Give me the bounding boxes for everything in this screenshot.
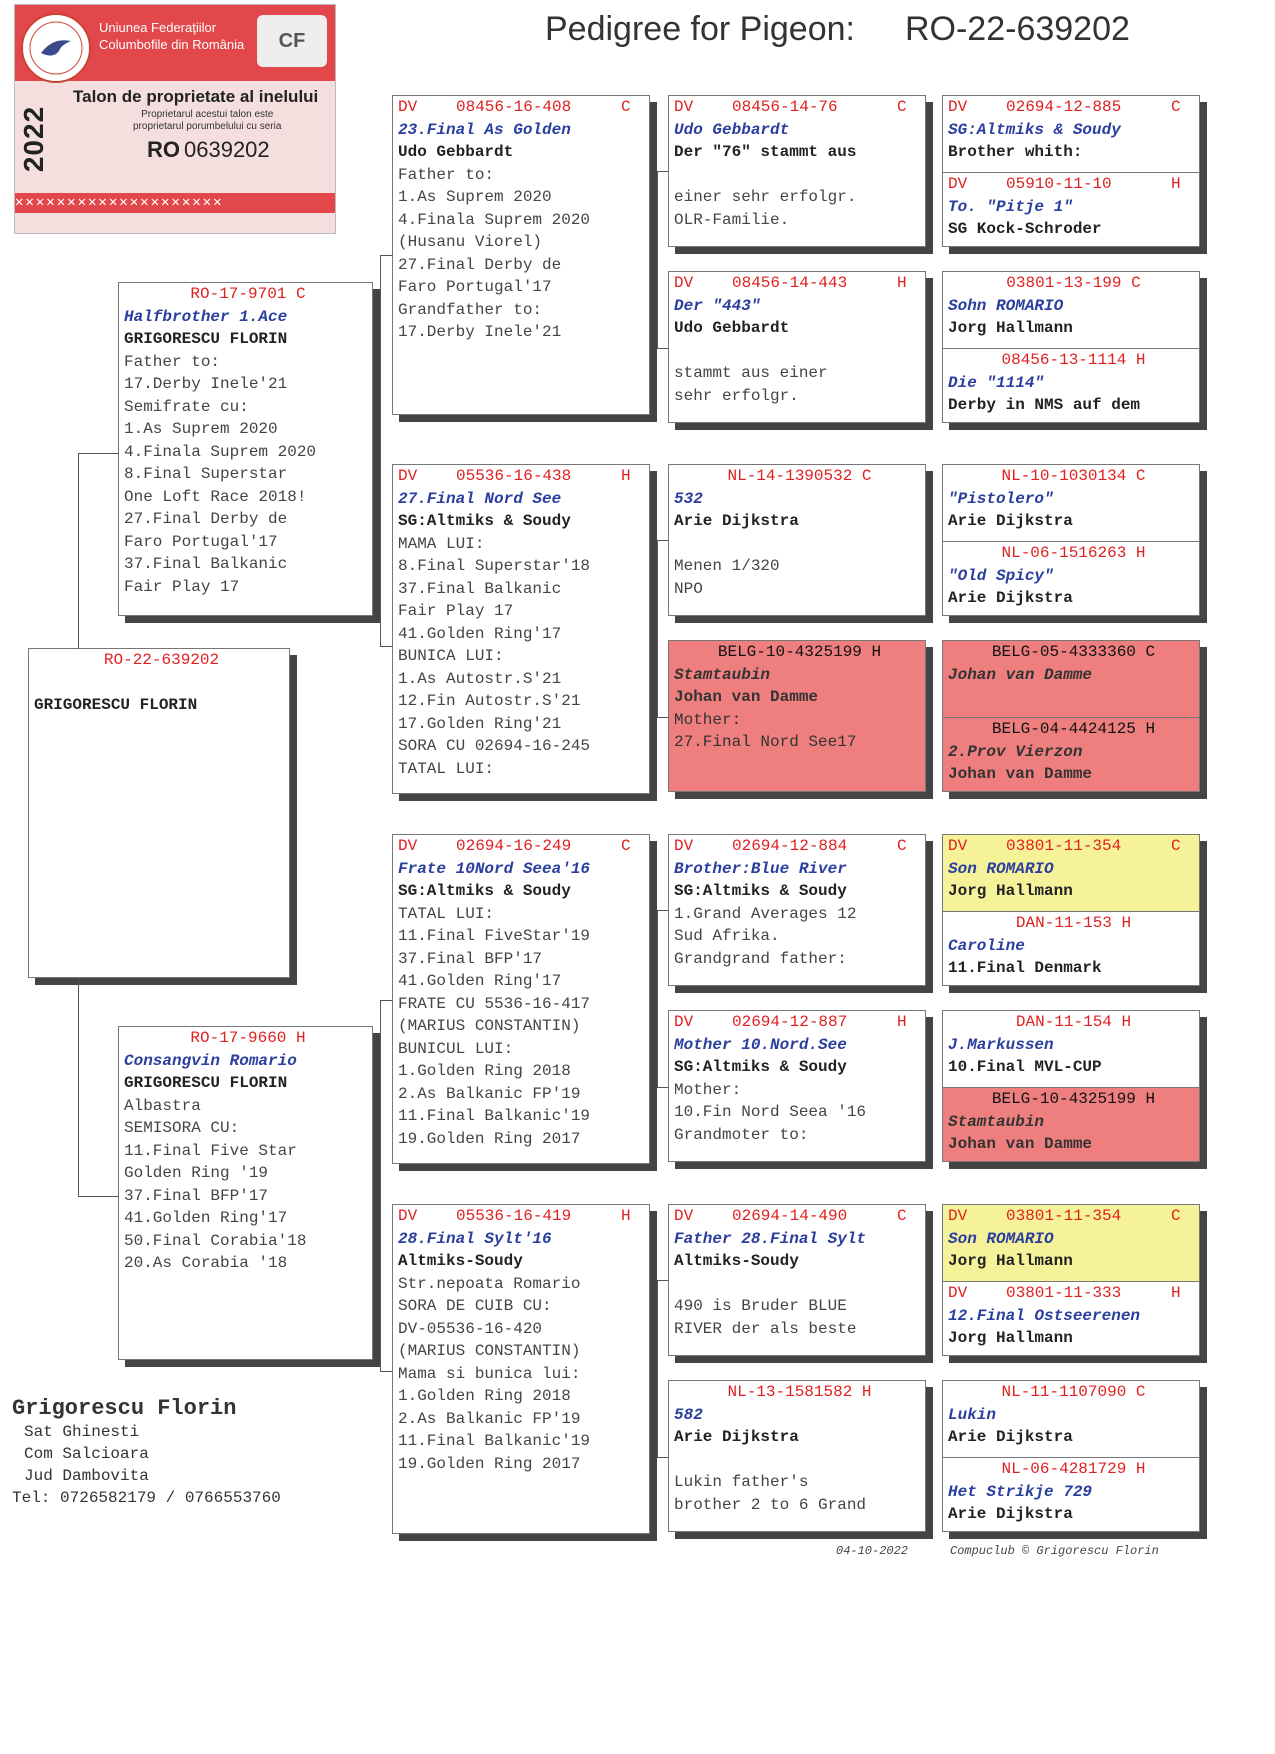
- gen3-card-sss-line: [669, 164, 925, 187]
- gen3-card-dsd-ring-number: 02694-12-887: [732, 1013, 848, 1031]
- gen3-card-dds-ring-sex: C: [897, 1207, 907, 1225]
- sire-sire-card-ring-number: 08456-16-408: [456, 98, 572, 116]
- sire-dam-card-line: MAMA LUI:: [398, 534, 485, 553]
- dam-card-line: 20.As Corabia '18: [124, 1254, 288, 1272]
- gen4-lower-name: Het Strikje 729: [948, 1482, 1093, 1501]
- gen4-upper-ring: BELG-05-4333360 C: [991, 643, 1156, 661]
- gen3-card-ssd-line: [669, 340, 925, 363]
- dam-dam-card-ring-sex: H: [621, 1207, 631, 1225]
- gen4-card: [942, 834, 1200, 986]
- gen3-card-dsd-line: Mother 10.Nord.See: [674, 1035, 847, 1054]
- gen4-upper: [943, 1011, 1199, 1087]
- gen3-card-sds-line: [669, 533, 925, 556]
- dam-dam-card-line: DV-05536-16-420: [398, 1319, 543, 1338]
- dam-sire-card-line: Frate 10Nord Seea'16: [398, 859, 591, 878]
- gen4-card: [942, 1204, 1200, 1356]
- sire-sire-card-line: 1.As Suprem 2020: [398, 188, 552, 206]
- sire-card-line: Faro Portugal'17: [124, 532, 278, 551]
- gen3-card-dsd-ring: [669, 1011, 925, 1034]
- gen3-card-sdd-ring: BELG-10-4325199 H: [717, 643, 882, 661]
- gen3-card-sss-line: Udo Gebbardt: [674, 120, 790, 139]
- page-title: [545, 10, 1130, 49]
- sire-card-line: GRIGORESCU FLORIN: [124, 330, 288, 348]
- gen3-card-dss-ring-prefix: DV: [674, 837, 694, 855]
- sire-dam-card-line: TATAL LUI:: [398, 759, 495, 778]
- owner-name: Grigorescu Florin: [12, 1396, 237, 1421]
- dam-dam-card-line: Altmiks-Soudy: [398, 1252, 523, 1270]
- gen4-upper-ring-prefix: DV: [948, 98, 968, 116]
- gen3-card-sds-line: Arie Dijkstra: [674, 512, 799, 530]
- sire-sire-card-line: Father to:: [398, 165, 495, 184]
- sire-dam-card-line: 41.Golden Ring'17: [398, 624, 562, 643]
- dam-sire-card-line: SG:Altmiks & Soudy: [398, 882, 571, 900]
- sire-sire-card-line: (Husanu Viorel): [398, 233, 543, 251]
- dam-sire-card-line: 37.Final BFP'17: [398, 949, 543, 968]
- dam-card-line: 11.Final Five Star: [124, 1141, 297, 1160]
- gen4-lower-ring-number: 05910-11-10: [1006, 175, 1112, 193]
- sire-card-ring: RO-17-9701 C: [190, 285, 306, 303]
- gen3-card-sds-ring: NL-14-1390532 C: [727, 467, 872, 485]
- gen4-lower-ring: [943, 173, 1199, 196]
- gen3-card-sdd: [668, 640, 926, 792]
- sire-dam-card-line: SORA CU 02694-16-245: [398, 737, 591, 755]
- gen4-upper-owner: [943, 686, 1199, 709]
- sire-dam-card-ring-sex: H: [621, 467, 631, 485]
- gen4-lower: [943, 541, 1199, 616]
- cf-logo: CF: [257, 15, 327, 67]
- gen4-lower: [943, 348, 1199, 423]
- dam-sire-card-line: 1.Golden Ring 2018: [398, 1062, 571, 1080]
- gen4-upper: [943, 465, 1199, 541]
- dam-sire-card-line: 11.Final Balkanic'19: [398, 1107, 591, 1125]
- connector-line: [657, 1280, 669, 1458]
- sire-dam-card-ring-number: 05536-16-438: [456, 467, 572, 485]
- sire-dam-card-line: BUNICA LUI:: [398, 647, 504, 665]
- gen4-lower-name: 2.Prov Vierzon: [948, 742, 1083, 761]
- gen4-upper-ring-number: 02694-12-885: [1006, 98, 1122, 116]
- sire-dam-card-line: 27.Final Nord See: [398, 489, 562, 508]
- spacer: [29, 672, 289, 695]
- sire-card-line: 37.Final Balkanic: [124, 555, 288, 573]
- gen4-upper-ring: [943, 1205, 1199, 1228]
- dam-card-line: Golden Ring '19: [124, 1164, 269, 1182]
- dam-card: [118, 1026, 373, 1360]
- gen3-card-dds-ring: [669, 1205, 925, 1228]
- connector-line: [78, 978, 119, 1197]
- stamp-ring: [147, 137, 270, 163]
- stamp-pattern: ✕✕✕✕✕✕✕✕✕✕✕✕✕✕✕✕✕✕✕✕: [15, 193, 335, 213]
- gen4-upper-name: Son ROMARIO: [948, 859, 1054, 878]
- gen4-upper: [943, 272, 1199, 348]
- dam-sire-card-ring: [393, 835, 649, 858]
- gen4-upper-ring: NL-11-1107090 C: [1001, 1383, 1146, 1401]
- sire-dam-card-line: 12.Fin Autostr.S'21: [398, 692, 581, 710]
- gen3-card-dds-line: Altmiks-Soudy: [674, 1252, 799, 1270]
- dam-dam-card-ring-number: 05536-16-419: [456, 1207, 572, 1225]
- owner-block: [12, 1396, 281, 1509]
- gen4-upper: [943, 835, 1199, 911]
- dam-sire-card: [392, 834, 650, 1164]
- gen3-card-sss-ring-sex: C: [897, 98, 907, 116]
- gen4-card: [942, 271, 1200, 423]
- connector-line: [657, 540, 669, 718]
- gen3-card-sds: [668, 464, 926, 616]
- sire-dam-card-line: Fair Play 17: [398, 602, 514, 620]
- sire-dam-card-ring-prefix: DV: [398, 467, 418, 485]
- ownership-stamp: [14, 4, 336, 234]
- gen4-upper: [943, 1205, 1199, 1281]
- connector-line: [78, 453, 119, 649]
- gen3-card-dds-line: 490 is Bruder BLUE: [674, 1297, 847, 1315]
- sire-card-line: Halfbrother 1.Ace: [124, 307, 288, 326]
- sire-dam-card-line: 17.Golden Ring'21: [398, 714, 562, 733]
- dam-dam-card-line: SORA DE CUIB CU:: [398, 1297, 552, 1315]
- gen4-lower-ring-sex: H: [1171, 175, 1181, 193]
- gen4-upper-ring-number: 03801-11-354: [1006, 1207, 1122, 1225]
- dam-dam-card-line: 1.Golden Ring 2018: [398, 1387, 571, 1405]
- gen3-card-dss: [668, 834, 926, 986]
- owner-addr1: Sat Ghinesti: [24, 1423, 140, 1441]
- gen3-card-dsd-ring-sex: H: [897, 1013, 907, 1031]
- sire-dam-card-line: 8.Final Superstar'18: [398, 557, 591, 575]
- gen3-card-ssd-line: sehr erfolgr.: [674, 386, 799, 405]
- sire-dam-card-line: 1.As Autostr.S'21: [398, 669, 562, 688]
- gen3-card-sds-line: 532: [674, 489, 703, 508]
- gen4-lower-owner: Arie Dijkstra: [948, 589, 1073, 607]
- subject-ring: RO-22-639202: [103, 651, 220, 669]
- gen3-card-dds-ring-prefix: DV: [674, 1207, 694, 1225]
- gen4-upper-ring-prefix: DV: [948, 1207, 968, 1225]
- sire-sire-card-line: 23.Final As Golden: [398, 120, 571, 139]
- gen4-card: [942, 95, 1200, 247]
- gen4-lower-ring: NL-06-1516263 H: [1001, 544, 1146, 562]
- sire-sire-card-line: 27.Final Derby de: [398, 255, 562, 274]
- gen3-card-sdd-line: 27.Final Nord See17: [674, 733, 857, 751]
- gen4-lower: [943, 172, 1199, 247]
- dove-logo-icon: [21, 13, 91, 83]
- gen4-lower: [943, 911, 1199, 986]
- gen4-upper-name: Johan van Damme: [948, 665, 1093, 684]
- gen4-lower-ring-sex: H: [1171, 1284, 1181, 1302]
- gen3-card-dss-ring-number: 02694-12-884: [732, 837, 848, 855]
- gen4-upper-owner: 10.Final MVL-CUP: [948, 1058, 1102, 1076]
- gen3-card-ddd-line: [669, 1449, 925, 1472]
- gen3-card-dss-line: Sud Afrika.: [674, 927, 780, 945]
- gen3-card-ssd-line: Udo Gebbardt: [674, 319, 790, 337]
- gen4-lower-ring: NL-06-4281729 H: [1001, 1460, 1146, 1478]
- gen4-lower-name: Caroline: [948, 936, 1025, 955]
- gen4-lower-ring-prefix: DV: [948, 175, 968, 193]
- stamp-org-line1: Uniunea Federaţiilor: [99, 20, 217, 35]
- gen4-upper-owner: Brother whith:: [948, 143, 1083, 161]
- gen4-upper: [943, 641, 1199, 717]
- gen4-upper-name: "Pistolero": [948, 489, 1054, 508]
- gen4-lower: [943, 1087, 1199, 1162]
- gen4-upper-owner: Jorg Hallmann: [948, 319, 1073, 337]
- dam-sire-card-line: BUNICUL LUI:: [398, 1039, 514, 1058]
- gen3-card-ddd-ring: NL-13-1581582 H: [727, 1383, 872, 1401]
- gen3-card-ssd-ring: [669, 272, 925, 295]
- dam-dam-card-line: (MARIUS CONSTANTIN): [398, 1342, 581, 1360]
- sire-card-line: 27.Final Derby de: [124, 510, 288, 528]
- gen3-card-ddd-line: Lukin father's: [674, 1473, 809, 1491]
- sire-sire-card-line: Faro Portugal'17: [398, 278, 552, 296]
- gen4-upper-ring: [943, 96, 1199, 119]
- dam-sire-card-line: 19.Golden Ring 2017: [398, 1129, 581, 1148]
- gen4-upper-ring-sex: C: [1171, 98, 1181, 116]
- gen4-upper-ring-sex: C: [1171, 837, 1181, 855]
- dam-card-line: Consangvin Romario: [124, 1051, 297, 1070]
- gen4-card: [942, 1010, 1200, 1162]
- gen4-upper-name: Son ROMARIO: [948, 1229, 1054, 1248]
- gen4-lower-name: Stamtaubin: [948, 1112, 1045, 1131]
- dam-sire-card-ring-prefix: DV: [398, 837, 418, 855]
- gen3-card-dsd-line: Grandmoter to:: [674, 1125, 809, 1144]
- gen4-upper-owner: Jorg Hallmann: [948, 882, 1073, 900]
- gen4-lower-owner: Jorg Hallmann: [948, 1329, 1073, 1347]
- stamp-org-line2: Columbofile din România: [99, 37, 245, 52]
- dam-sire-card-line: FRATE CU 5536-16-417: [398, 994, 591, 1013]
- dam-card-line: GRIGORESCU FLORIN: [124, 1074, 288, 1092]
- sire-card: [118, 282, 373, 616]
- sire-dam-card: [392, 464, 650, 794]
- gen3-card-sss-ring-prefix: DV: [674, 98, 694, 116]
- gen4-lower-ring: [943, 1282, 1199, 1305]
- gen3-card-dsd-line: 10.Fin Nord Seea '16: [674, 1103, 867, 1121]
- connector-line: [657, 910, 669, 1088]
- stamp-desc2: proprietarul porumbelului cu seria: [133, 121, 282, 132]
- stamp-ring-prefix: RO: [147, 137, 180, 162]
- title-ring: RO-22-639202: [904, 10, 1130, 48]
- gen4-card: [942, 464, 1200, 616]
- dam-dam-card-line: Str.nepoata Romario: [398, 1274, 581, 1293]
- owner-tel: Tel: 0726582179 / 0766553760: [12, 1489, 281, 1507]
- dam-dam-card: [392, 1204, 650, 1534]
- gen4-lower: [943, 1281, 1199, 1356]
- gen3-card-sss: [668, 95, 926, 247]
- gen4-upper: [943, 96, 1199, 172]
- owner-addr2: Com Salcioara: [24, 1445, 149, 1463]
- dam-dam-card-line: Mama si bunica lui:: [398, 1364, 581, 1383]
- sire-dam-card-line: SG:Altmiks & Soudy: [398, 512, 571, 530]
- subject-owner: GRIGORESCU FLORIN: [34, 696, 198, 714]
- gen3-card-dsd-line: SG:Altmiks & Soudy: [674, 1058, 847, 1076]
- stamp-desc1: Proprietarul acestui talon este: [141, 109, 274, 120]
- dam-sire-card-line: 41.Golden Ring'17: [398, 972, 562, 990]
- gen3-card-sss-line: Der "76" stammt aus: [674, 143, 857, 161]
- dam-dam-card-line: 2.As Balkanic FP'19: [398, 1409, 581, 1428]
- owner-addr3: Jud Dambovita: [24, 1467, 149, 1485]
- gen3-card-dss-line: Brother:Blue River: [674, 859, 847, 878]
- dam-sire-card-ring-sex: C: [621, 837, 631, 855]
- gen3-card-ddd-line: Arie Dijkstra: [674, 1428, 799, 1446]
- stamp-ring-number: 0639202: [184, 137, 270, 162]
- dam-sire-card-line: TATAL LUI:: [398, 904, 495, 923]
- gen4-lower-name: To. "Pitje 1": [948, 197, 1073, 216]
- gen3-card-dss-line: SG:Altmiks & Soudy: [674, 882, 847, 900]
- gen4-lower-ring: DAN-11-153 H: [1015, 914, 1132, 932]
- gen3-card-sss-ring: [669, 96, 925, 119]
- sire-card-line: One Loft Race 2018!: [124, 487, 307, 506]
- sire-sire-card-line: Udo Gebbardt: [398, 143, 514, 161]
- gen4-upper-owner: Arie Dijkstra: [948, 1428, 1073, 1446]
- sire-card-line: 8.Final Superstar: [124, 465, 288, 483]
- stamp-year: 2022: [18, 105, 50, 173]
- gen3-card-sdd-line: Johan van Damme: [674, 688, 819, 706]
- dam-sire-card-line: 2.As Balkanic FP'19: [398, 1084, 581, 1103]
- dam-card-line: 50.Final Corabia'18: [124, 1231, 307, 1250]
- gen3-card-sss-line: einer sehr erfolgr.: [674, 188, 857, 206]
- gen3-card-ssd-line: stammt aus einer: [674, 364, 828, 382]
- gen3-card-dds-line: [669, 1273, 925, 1296]
- gen4-upper-name: SG:Altmiks & Soudy: [948, 120, 1121, 139]
- sire-sire-card-line: Grandfather to:: [398, 300, 543, 319]
- connector-line: [657, 171, 669, 349]
- gen4-lower-name: Die "1114": [948, 373, 1045, 392]
- gen3-card-dds: [668, 1204, 926, 1356]
- sire-card-line: 1.As Suprem 2020: [124, 420, 278, 438]
- dam-card-ring: RO-17-9660 H: [190, 1029, 306, 1047]
- gen4-lower-ring-number: 03801-11-333: [1006, 1284, 1122, 1302]
- copyright: Compuclub © Grigorescu Florin: [950, 1544, 1159, 1558]
- print-date: 04-10-2022: [836, 1544, 909, 1558]
- gen4-lower: [943, 1457, 1199, 1532]
- sire-sire-card: [392, 95, 650, 415]
- gen4-upper-ring: NL-10-1030134 C: [1001, 467, 1146, 485]
- gen4-card: [942, 1380, 1200, 1532]
- gen3-card-ssd: [668, 271, 926, 423]
- gen3-card-sds-line: NPO: [674, 579, 703, 598]
- gen3-card-dss-ring: [669, 835, 925, 858]
- sire-dam-card-ring: [393, 465, 649, 488]
- gen4-upper-ring: [943, 835, 1199, 858]
- gen3-card-dsd-line: Mother:: [674, 1080, 742, 1099]
- gen4-upper-name: Lukin: [948, 1405, 997, 1424]
- dam-dam-card-ring-prefix: DV: [398, 1207, 418, 1225]
- stamp-title: Talon de proprietate al inelului: [73, 87, 319, 106]
- gen4-lower-owner: Johan van Damme: [948, 765, 1093, 783]
- gen3-card-dss-line: Grandgrand father:: [674, 949, 847, 968]
- dam-dam-card-line: 28.Final Sylt'16: [398, 1229, 552, 1248]
- gen4-lower-ring-prefix: DV: [948, 1284, 968, 1302]
- gen3-card-dss-ring-sex: C: [897, 837, 907, 855]
- gen4-lower-ring: 08456-13-1114 H: [1001, 351, 1146, 369]
- gen4-upper-ring: 03801-13-199 C: [1006, 274, 1141, 292]
- title-text: Pedigree for Pigeon:: [545, 10, 855, 48]
- gen3-card-dds-ring-number: 02694-14-490: [732, 1207, 848, 1225]
- gen4-lower-owner: Arie Dijkstra: [948, 1505, 1073, 1523]
- dam-dam-card-line: 11.Final Balkanic'19: [398, 1432, 591, 1450]
- gen4-lower: [943, 717, 1199, 792]
- sire-card-line: Fair Play 17: [124, 577, 240, 596]
- dam-dam-card-line: 19.Golden Ring 2017: [398, 1454, 581, 1473]
- gen4-upper-owner: Jorg Hallmann: [948, 1252, 1073, 1270]
- subject-card: [28, 648, 290, 978]
- gen3-card-sdd-line: Stamtaubin: [674, 665, 771, 684]
- sire-card-line: Father to:: [124, 352, 221, 371]
- dam-card-line: SEMISORA CU:: [124, 1119, 240, 1137]
- dam-sire-card-line: 11.Final FiveStar'19: [398, 927, 591, 945]
- dam-sire-card-ring-number: 02694-16-249: [456, 837, 572, 855]
- gen3-card-ddd-line: 582: [674, 1405, 703, 1424]
- sire-dam-card-line: 37.Final Balkanic: [398, 579, 562, 598]
- sire-sire-card-ring-prefix: DV: [398, 98, 418, 116]
- gen4-upper: [943, 1381, 1199, 1457]
- gen3-card-ssd-line: Der "443": [674, 296, 761, 315]
- sire-sire-card-ring-sex: C: [621, 98, 631, 116]
- gen3-card-dsd: [668, 1010, 926, 1162]
- gen3-card-sds-line: Menen 1/320: [674, 557, 780, 575]
- gen3-card-sss-ring-number: 08456-14-76: [732, 98, 838, 116]
- dam-dam-card-ring: [393, 1205, 649, 1228]
- gen4-lower-name: "Old Spicy": [948, 566, 1054, 585]
- sire-card-line: 17.Derby Inele'21: [124, 375, 288, 393]
- gen4-lower-name: 12.Final Ostseerenen: [948, 1306, 1141, 1325]
- gen3-card-ddd-line: brother 2 to 6 Grand: [674, 1495, 867, 1514]
- gen4-lower-owner: SG Kock-Schroder: [948, 220, 1102, 238]
- gen3-card-sss-line: OLR-Familie.: [674, 210, 790, 229]
- sire-card-line: Semifrate cu:: [124, 397, 249, 416]
- dam-card-line: 37.Final BFP'17: [124, 1186, 269, 1205]
- gen4-lower-ring: BELG-04-4424125 H: [991, 720, 1156, 738]
- gen3-card-ddd: [668, 1380, 926, 1532]
- gen4-upper-ring-sex: C: [1171, 1207, 1181, 1225]
- gen3-card-dds-line: RIVER der als beste: [674, 1319, 857, 1338]
- gen4-lower-owner: Johan van Damme: [948, 1135, 1093, 1153]
- gen3-card-sdd-line: Mother:: [674, 710, 742, 729]
- dam-card-line: 41.Golden Ring'17: [124, 1209, 288, 1227]
- gen4-upper-ring: DAN-11-154 H: [1015, 1013, 1132, 1031]
- gen3-card-ssd-ring-number: 08456-14-443: [732, 274, 848, 292]
- gen3-card-dds-line: Father 28.Final Sylt: [674, 1229, 867, 1248]
- sire-sire-card-ring: [393, 96, 649, 119]
- gen4-upper-ring-prefix: DV: [948, 837, 968, 855]
- gen4-upper-ring-number: 03801-11-354: [1006, 837, 1122, 855]
- connector-line: [380, 255, 393, 647]
- gen3-card-dsd-ring-prefix: DV: [674, 1013, 694, 1031]
- gen4-upper-name: J.Markussen: [948, 1035, 1054, 1054]
- sire-sire-card-line: 4.Finala Suprem 2020: [398, 210, 591, 229]
- gen4-card: [942, 640, 1200, 792]
- gen3-card-ssd-ring-sex: H: [897, 274, 907, 292]
- dam-card-line: Albastra: [124, 1096, 201, 1115]
- gen4-upper-name: Sohn ROMARIO: [948, 296, 1064, 315]
- gen4-lower-ring: BELG-10-4325199 H: [991, 1090, 1156, 1108]
- gen4-lower-owner: Derby in NMS auf dem: [948, 396, 1141, 414]
- dam-sire-card-line: (MARIUS CONSTANTIN): [398, 1017, 581, 1035]
- gen3-card-dss-line: 1.Grand Averages 12: [674, 904, 857, 923]
- gen4-upper-owner: Arie Dijkstra: [948, 512, 1073, 530]
- sire-sire-card-line: 17.Derby Inele'21: [398, 323, 562, 341]
- connector-line: [380, 1000, 393, 1372]
- gen3-card-ssd-ring-prefix: DV: [674, 274, 694, 292]
- gen4-lower-owner: 11.Final Denmark: [948, 959, 1102, 977]
- sire-card-line: 4.Finala Suprem 2020: [124, 442, 317, 461]
